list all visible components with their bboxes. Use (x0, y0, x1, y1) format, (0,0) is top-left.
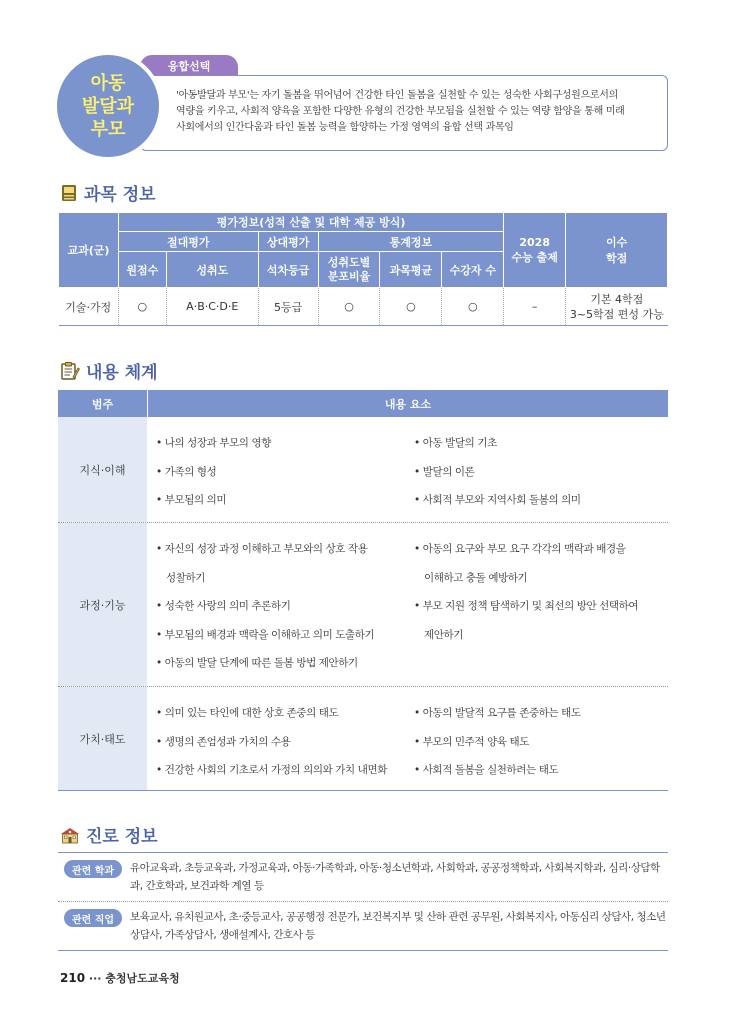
career-info-box (58, 852, 668, 951)
cell-achievement: A·B·C·D·E (166, 288, 258, 326)
content-item: • 부모됨의 배경과 맥락을 이해하고 의미 도출하기 (156, 628, 375, 641)
section-title-text: 과목 정보 (84, 185, 156, 205)
intro-text (176, 88, 662, 136)
content-col-left (156, 535, 414, 678)
intro-line: '아동발달과 부모'는 자기 돌봄을 뛰어넘어 건강한 타인 돌봄을 실천할 수 있는 성숙한 사회구성원으로서의 (176, 90, 618, 101)
category-knowledge: 지식·이해 (58, 417, 148, 522)
content-row-process (58, 522, 668, 686)
header-group: 교과(군) (59, 213, 119, 288)
header-students: 수강자 수 (442, 252, 504, 288)
cell-csat: – (504, 288, 566, 326)
category-process: 과정·기능 (58, 523, 148, 686)
content-row-body (148, 687, 668, 790)
cell-credits-line: 기본 4학점 (590, 292, 644, 306)
content-col-right (414, 535, 668, 678)
related-departments-text: 유아교육과, 초등교육과, 가정교육과, 아동·가족학과, 아동·청소년학과, 사회학과, 공공정책학과, 사회복지학과, 심리·상담학과, 간호학과, 보건과학 계열 등 (130, 862, 660, 892)
content-row-body (148, 417, 668, 522)
header-elements: 내용 요소 (384, 397, 432, 411)
cell-students: ○ (442, 288, 504, 326)
header-avg: 과목평균 (380, 252, 442, 288)
course-title-circle (57, 55, 159, 157)
header-achievement: 성취도 (166, 252, 258, 288)
cell-rank-grade: 5등급 (258, 288, 318, 326)
content-item: • 성숙한 사랑의 의미 추론하기 (156, 600, 291, 612)
section-title-text: 진로 정보 (86, 827, 158, 847)
content-col-right (414, 429, 668, 514)
label-related-departments: 관련 학과 (64, 860, 122, 878)
header-credits (566, 213, 668, 288)
content-row-values (58, 686, 668, 790)
page-footer (60, 970, 180, 986)
content-item: • 부모 지원 정책 탐색하기 및 최선의 방안 선택하여 (414, 600, 639, 612)
header-csat (504, 213, 566, 288)
header-raw-score: 원점수 (118, 252, 166, 288)
category-values: 가치·태도 (58, 687, 148, 790)
intro-line: 사회에서의 인간다움과 타인 돌봄 능력을 함양하는 가정 영역의 융합 선택 과목임 (176, 122, 514, 133)
content-item: • 나의 성장과 부모의 영향 (156, 437, 271, 449)
content-item: • 발달의 이론 (414, 465, 475, 478)
content-item: • 아동의 발달적 요구를 존중하는 태도 (414, 707, 581, 719)
label-related-jobs: 관련 직업 (64, 909, 122, 927)
section-title-content-system (60, 358, 158, 383)
cell-avg: ○ (380, 288, 442, 326)
page-number: 210 (60, 971, 86, 985)
course-type-tag: 융합선택 (140, 55, 238, 77)
content-item: • 건강한 사회의 기초로서 가정의 의의와 가치 내면화 (156, 764, 387, 776)
footer-separator: ··· (88, 972, 102, 985)
header-stats: 통계정보 (318, 232, 504, 252)
content-system-table (58, 390, 668, 791)
content-col-left (156, 429, 414, 514)
header-distribution (318, 252, 380, 288)
header-csat-line: 수능 출제 (511, 250, 558, 264)
content-item: • 의미 있는 타인에 대한 상호 존중의 태도 (156, 707, 339, 719)
publisher-name: 충청남도교육청 (105, 972, 180, 985)
header-eval-info: 평가정보(성적 산출 및 대학 제공 방식) (118, 213, 503, 232)
content-item: • 부모됨의 의미 (156, 494, 227, 506)
course-title: 아동 발달과 부모 (81, 72, 135, 140)
content-row-knowledge (58, 417, 668, 522)
header-credits-line: 학점 (605, 252, 628, 265)
content-row-body (148, 523, 668, 686)
content-col-right (414, 699, 668, 782)
content-item: • 아동 발달의 기초 (414, 437, 497, 449)
content-item: • 부모의 민주적 양육 태도 (414, 735, 529, 748)
header-csat-line: 2028 (519, 235, 550, 249)
content-col-left (156, 699, 414, 782)
cell-group: 기술·가정 (59, 288, 119, 326)
content-item: • 사회적 돌봄을 실천하려는 태도 (414, 764, 559, 776)
section-title-subject-info (60, 180, 156, 205)
header-distribution-line: 성취도별 (327, 255, 371, 269)
header-rank-grade: 석차등급 (258, 252, 318, 288)
header-absolute: 절대평가 (118, 232, 258, 252)
header-credits-line: 이수 (605, 236, 628, 249)
header-relative: 상대평가 (258, 232, 318, 252)
book-icon (60, 184, 78, 202)
section-title-text: 내용 체계 (86, 363, 158, 383)
clipboard-icon (60, 361, 80, 381)
subject-info-table (58, 212, 668, 326)
content-system-header (58, 390, 668, 417)
header-distribution-line: 분포비율 (327, 269, 371, 283)
content-item: • 자신의 성장 과정 이해하고 부모와의 상호 작용 (156, 543, 368, 555)
related-jobs-text: 보육교사, 유치원교사, 초·중등교사, 공공행정 전문가, 보건복지부 및 산하 관련 공무원, 사회복지사, 아동심리 상담사, 청소년상담사, 가족상담사, 생애설계사, 간호사 등 (130, 911, 666, 941)
intro-line: 역량을 키우고, 사회적 양육을 포함한 다양한 유형의 건강한 부모됨을 실천할 수 있는 역량 함양을 통해 미래 (176, 106, 625, 117)
cell-credits (566, 288, 668, 326)
content-item: 이해하고 충돌 예방하기 (424, 571, 528, 584)
career-row-departments (58, 853, 668, 901)
section-title-career (60, 822, 158, 847)
cell-raw-score: ○ (118, 288, 166, 326)
content-item: 성찰하기 (166, 571, 205, 584)
content-item: • 사회적 부모와 지역사회 돌봄의 의미 (414, 494, 581, 506)
school-icon (60, 826, 80, 844)
content-item: • 아동의 요구와 부모 요구 각각의 맥락과 배경을 (414, 543, 626, 555)
content-item: • 가족의 형성 (156, 465, 217, 478)
header-category: 범주 (58, 390, 148, 417)
cell-credits-line: 3~5학점 편성 가능 (569, 307, 664, 321)
cell-distribution: ○ (318, 288, 380, 326)
content-item: • 아동의 발달 단계에 따른 돌봄 방법 제안하기 (156, 657, 358, 669)
career-row-jobs (58, 901, 668, 950)
content-item: • 생명의 존엄성과 가치의 수용 (156, 735, 291, 748)
content-item: 제안하기 (424, 628, 463, 641)
